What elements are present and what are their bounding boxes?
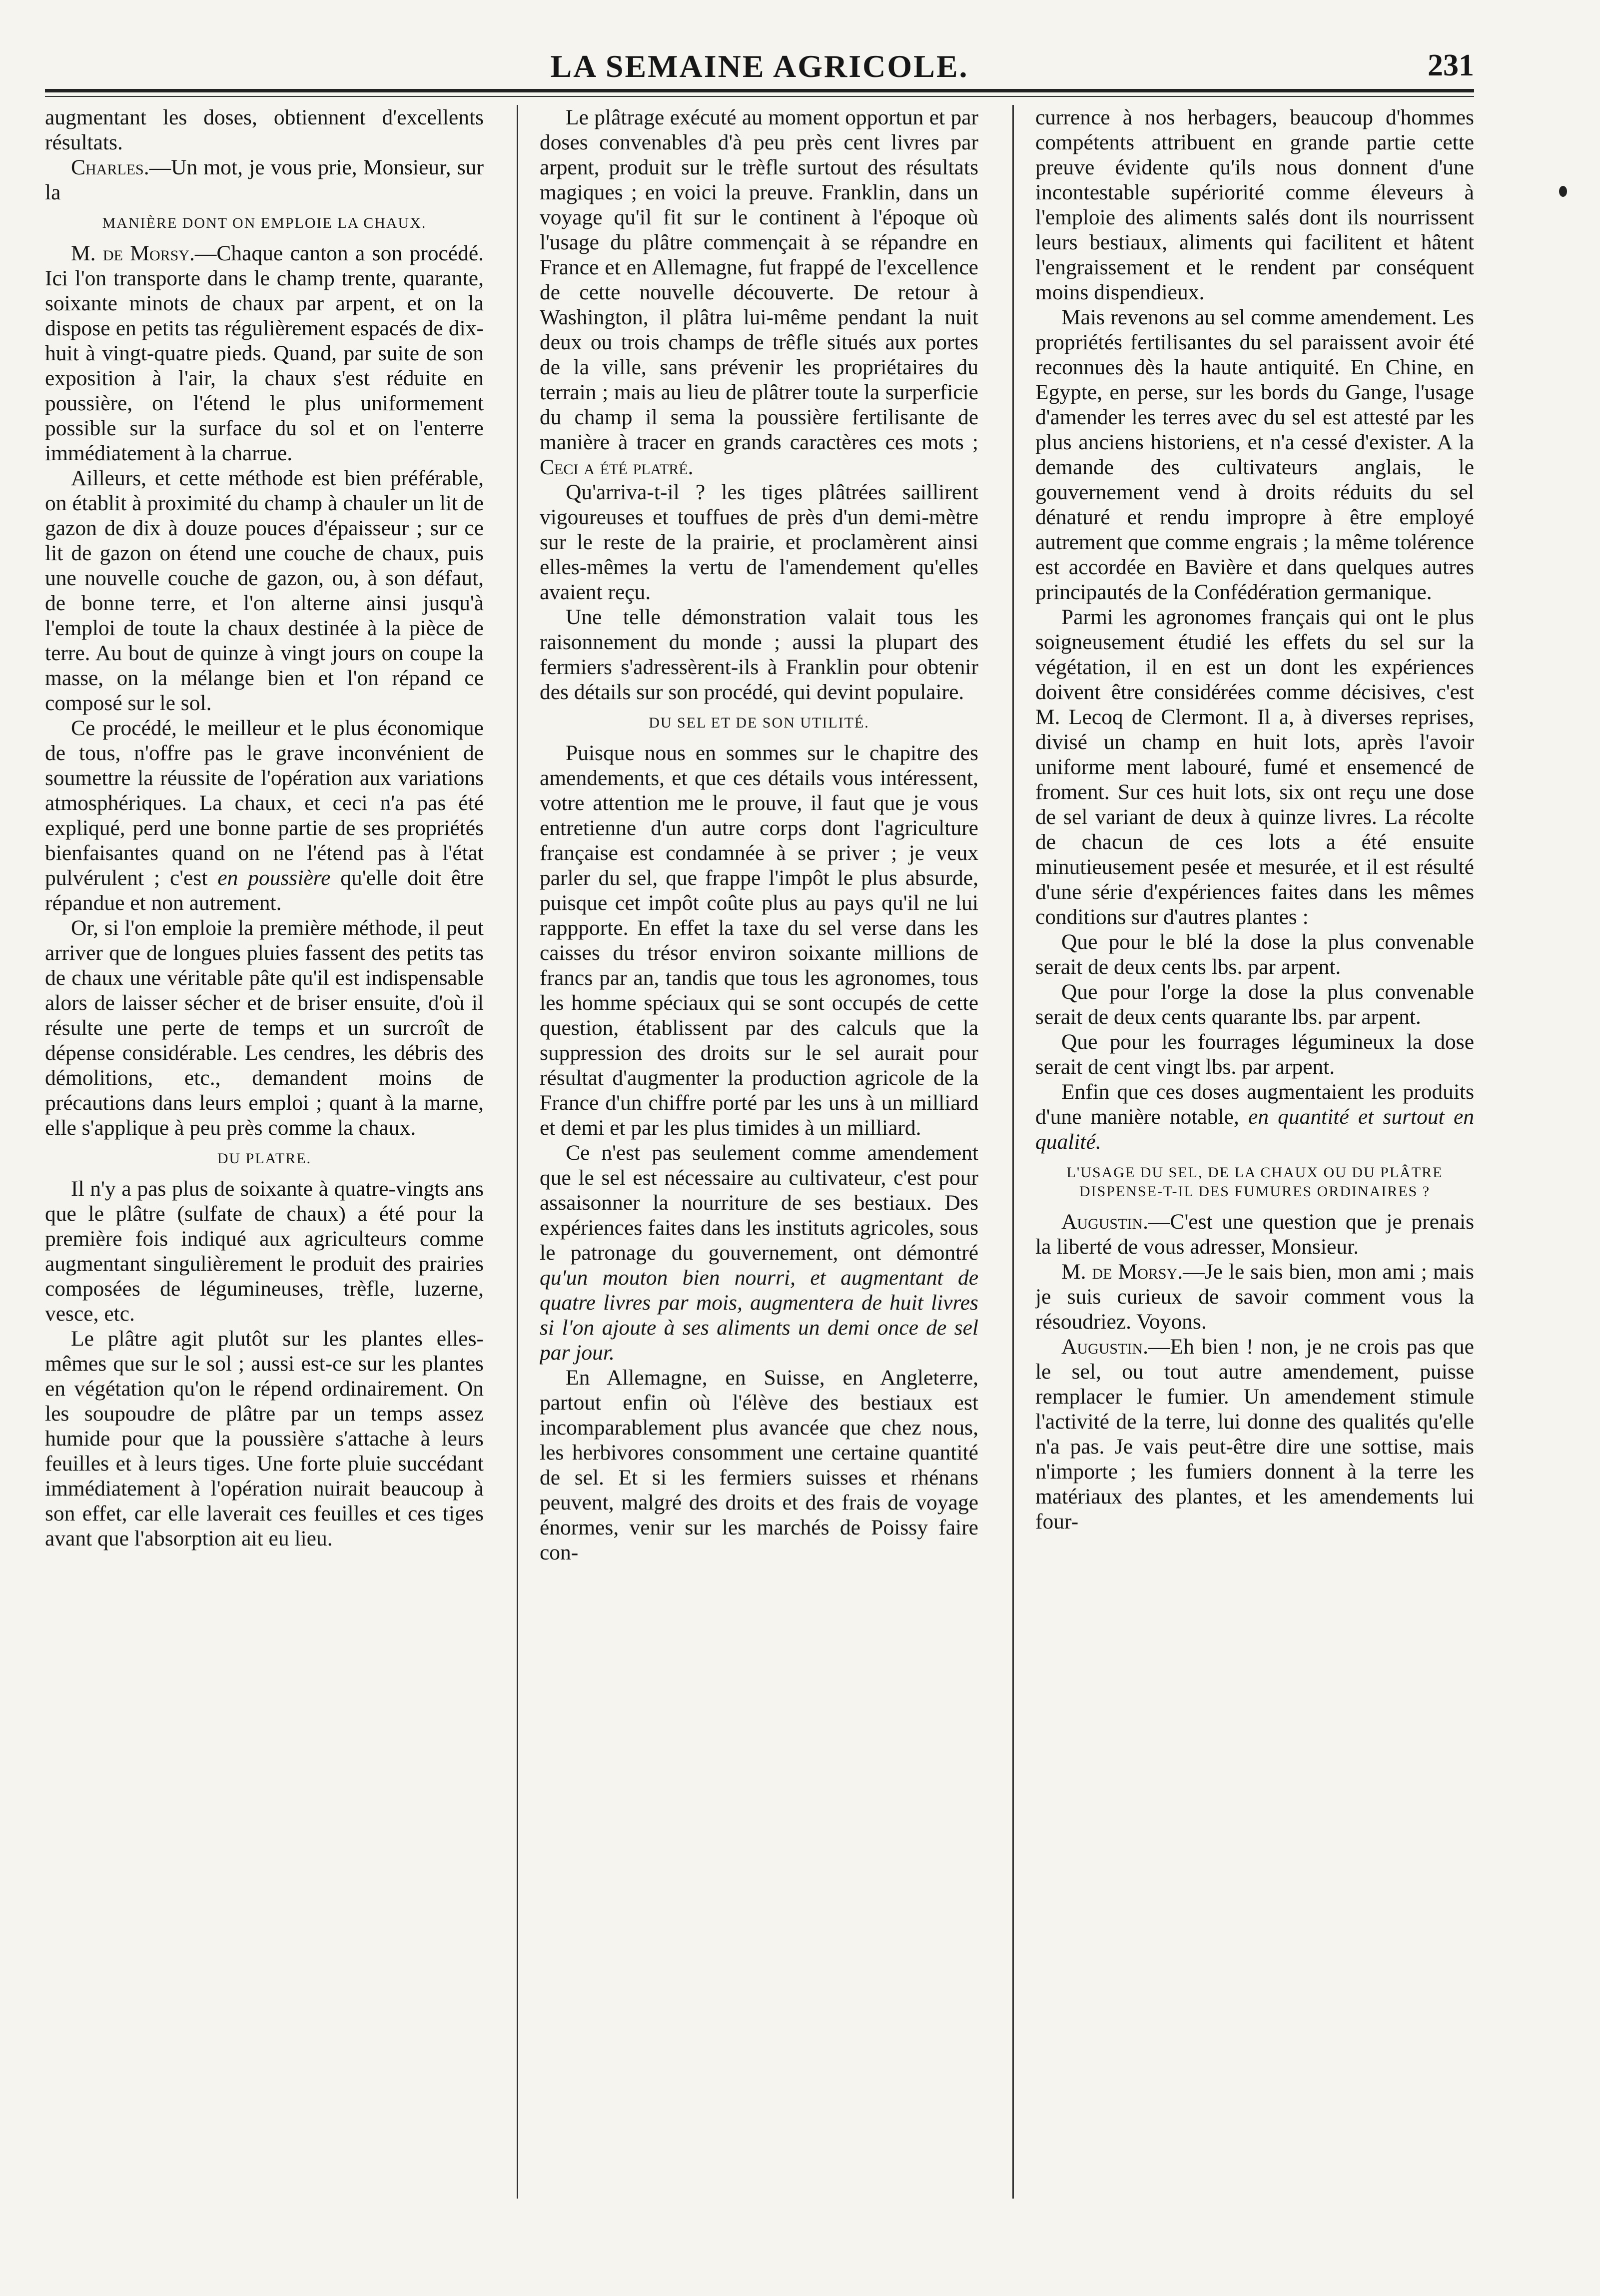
section-heading: L'USAGE DU SEL, DE LA CHAUX OU DU PLÂTRE DISPENSE-T-IL DES FUMURES ORDINAIRES ? (1066, 1164, 1443, 1200)
paragraph: Qu'arriva-t-il ? les tiges plâtrées saillirent vigoureuses et touffues de près d'un demi-mètre sur le reste de la prairie, et proclamèrent ainsi elles-mêmes la vertu de l'amendement qu'elles avaient reçu. (540, 480, 978, 604)
speaker-name: Augustin. (1061, 1210, 1148, 1234)
article-columns (45, 105, 1474, 2199)
paragraph: currence à nos herbagers, beaucoup d'hommes compétents attribuent en grande partie cette preuve évidente qu'ils nous donnent d'une incontestable supériorité comme éleveurs à l'emploie des aliments salés dont ils nourrissent leurs bestiaux, aliments qui facilitent et hâtent l'engraissement et le rendent par conséquent moins dispendieux. (1035, 105, 1474, 304)
italic-text: en quantité et surtout en qualité. (1035, 1105, 1474, 1154)
dialogue-text: —Eh bien ! non, je ne crois pas que le sel, ou tout autre amendement, puisse remplacer le fumier. Un amendement stimule l'activité de la terre, lui donne des qualités qu'elle n'a pas. Je vais peut-être dire une sottise, mais n'importe ; les fumiers donnent à la terre les matériaux des plantes, et les amendements lui four- (1035, 1335, 1474, 1533)
paragraph (1035, 1209, 1474, 1259)
paragraph (45, 241, 484, 466)
paragraph (540, 105, 978, 480)
column-1 (45, 105, 484, 2199)
speaker-name: Charles. (71, 155, 149, 179)
paragraph: Le plâtre agit plutôt sur les plantes elles-mêmes que sur le sol ; aussi est-ce sur les plantes en végétation qu'on le répend ordinairement. On les soupoudre de plâtre par un temps assez humide pour que la poussière s'attache à leurs feuilles et à leurs tiges. Une forte pluie succédant immédiatement à l'opération nuirait beaucoup à son effet, car elle laverait ces feuilles et ces tiges avant que l'absorption ait eu lieu. (45, 1327, 484, 1550)
paragraph: augmentant les doses, obtiennent d'excellents résultats. (45, 105, 484, 154)
paragraph: Que pour le blé la dose la plus convenable serait de deux cents lbs. par arpent. (1035, 930, 1474, 979)
paragraph: Ailleurs, et cette méthode est bien préférable, on établit à proximité du champ à chauler un lit de gazon de dix à douze pouces d'épaisseur ; sur ce lit de gazon on étend une couche de chaux, puis une nouvelle couche de gazon, ou, à son défaut, de bonne terre, et l'on alterne ainsi jusqu'à l'emploi de toute la chaux destinée à la pièce de terre. Au bout de quinze à vingt jours on coupe la masse, on la mélange bien et l'on répand ce composé sur le sol. (45, 466, 484, 715)
paragraph (1035, 1334, 1474, 1534)
paragraph: Mais revenons au sel comme amendement. Les propriétés fertilisantes du sel paraissent avoir été reconnues dès la haute antiquité. En Chine, en Egypte, en perse, sur les bords du Gange, l'usage d'amender les terres avec du sel est attesté par les plus anciens historiens, et n'a cessé d'exister. A la demande des cultivateurs anglais, le gouvernement vend à droits réduits du sel dénaturé et rendu impropre à être employé autrement que comme engrais ; la même tolérence est accordée en Bavière et dans quelques autres principautés de la Confédération germanique. (1035, 305, 1474, 604)
italic-text: qu'un mouton bien nourri, et augmentant de quatre livres par mois, augmentera de huit livres si l'on ajoute à ses aliments un demi once de sel par jour. (540, 1266, 978, 1365)
column-divider (1012, 105, 1014, 2199)
paragraph (540, 1140, 978, 1365)
column-3 (1035, 105, 1474, 2199)
text-run: qu'elle doit être répandue et non autrement. (45, 866, 484, 915)
caps-text: Ceci a été platré. (540, 455, 694, 479)
header-rule-thin (45, 96, 1474, 97)
paragraph: Puisque nous en sommes sur le chapitre des amendements, et que ces détails vous intéressent, votre attention me le prouve, il faut que je vous entretienne d'un autre corps dont l'agriculture française est condamnée à se priver ; je veux parler du sel, que frappe l'impôt le plus absurde, puisque cet impôt coûte plus au pays qu'il ne lui rappporte. En effet la taxe du sel verse dans les caisses du trésor environ soixante millions de francs par an, tandis que tous les agronomes, tous les homme spéciaux qui se sont occupés de cette question, établissent par des calculs que la suppression des droits sur le sel aurait pour résultat d'augmenter la production agricole de la France d'un chiffre porté par les uns à un milliard et demi et par les plus timides à un milliard. (540, 741, 978, 1140)
text-run: Ce procédé, le meilleur et le plus économique de tous, n'offre pas le grave inconvénient de soumettre la réussite de l'opération aux variations atmosphériques. La chaux, et ceci n'a pas été expliqué, perd une bonne partie de ses propriétés bienfaisantes quand on ne l'étend pas à l'état pulvérulent ; c'est (45, 716, 484, 890)
paragraph: Or, si l'on emploie la première méthode, il peut arriver que de longues pluies fassent des petits tas de chaux une véritable pâte qu'il est indispensable alors de laisser sécher et de briser ensuite, d'où il résulte une perte de temps et un surcroît de dépense considérable. Les cendres, les débris des démolitions, etc., demandent moins de précautions dans leurs emploi ; quant à la marne, elle s'applique à peu près comme la chaux. (45, 916, 484, 1140)
paragraph: Que pour l'orge la dose la plus convenable serait de deux cents quarante lbs. par arpent. (1035, 980, 1474, 1029)
dialogue-text: —Un mot, je vous prie, Monsieur, sur la (45, 155, 484, 204)
ink-spot (1559, 186, 1567, 197)
paragraph: Il n'y a pas plus de soixante à quatre-vingts ans que le plâtre (sulfate de chaux) a été pour la première fois indiqué aux agriculteurs comme augmentant singulièrement le produit des prairies composées de légumineuses, trèfle, luzerne, vesce, etc. (45, 1177, 484, 1326)
text-run: Ce n'est pas seulement comme amendement que le sel est nécessaire au cultivateur, c'est pour assaisonner la nourriture de ses bestiaux. Des expériences faites dans les instituts agricoles, sous le patronage du gouvernement, ont démontré (540, 1141, 978, 1265)
paragraph: Parmi les agronomes français qui ont le plus soigneusement étudié les effets du sel sur la végétation, il en est un dont les expériences doivent être considérées comme décisives, c'est M. Lecoq de Clermont. Il a, à diverses reprises, divisé un champ en huit lots, après l'avoir uniforme ment labouré, fumé et ensemencé de froment. Sur ces huit lots, six ont reçu une dose de sel variant de deux à quinze livres. La récolte de chacun de ces lots a été ensuite minutieusement pesée et mesurée, et il est résulté d'une série d'expériences faites dans les mêmes conditions sur d'autres plantes : (1035, 605, 1474, 929)
speaker-name: M. de Morsy. (71, 241, 195, 265)
italic-text: en poussière (217, 866, 331, 890)
paragraph (45, 155, 484, 205)
text-run: Le plâtrage exécuté au moment opportun et par doses convenables d'à peu près cent livres par arpent, produit sur le trèfle surtout des résultats magiques ; en voici la preuve. Franklin, dans un voyage qu'il fit sur le continent à l'époque où l'usage du plâtre commençait à se répandre en France et en Allemagne, fut frappé de l'excellence de cette nouvelle découverte. De retour à Washington, il plâtra lui-même pendant la nuit deux ou trois champs de trêfle situés aux portes de la ville, sans prévenir les propriétaires du terrain ; mais au lieu de plâtrer toute la surperficie du champ il sema la poussière fertilisante de manière à tracer en grands caractères ces mots ; (540, 105, 978, 454)
section-heading: DU PLATRE. (217, 1150, 312, 1167)
paragraph (1035, 1079, 1474, 1154)
paragraph: En Allemagne, en Suisse, en Angleterre, partout enfin où l'élève des bestiaux est incomparablement plus avancée que chez nous, les herbivores consomment une certaine quantité de sel. Et si les fermiers suisses et rhénans peuvent, malgré des droits et des frais de voyage énormes, venir sur les marchés de Poissy faire con- (540, 1366, 978, 1564)
paragraph: Une telle démonstration valait tous les raisonnement du monde ; aussi la plupart des fermiers s'adressèrent-ils à Franklin pour obtenir des détails sur son procédé, qui devint populaire. (540, 605, 978, 704)
page-number: 231 (1428, 48, 1474, 82)
text-run: Enfin que ces doses augmentaient les produits d'une manière notable, (1035, 1080, 1474, 1129)
dialogue-text: —Je le sais bien, mon ami ; mais je suis curieux de savoir comment vous la résoudriez. Voyons. (1035, 1260, 1474, 1334)
speaker-name: M. de Morsy. (1061, 1260, 1183, 1284)
paragraph: Que pour les fourrages légumineux la dose serait de cent vingt lbs. par arpent. (1035, 1030, 1474, 1079)
paragraph (45, 716, 484, 915)
header-rule (45, 89, 1474, 92)
paragraph (1035, 1259, 1474, 1334)
section-heading: DU SEL ET DE SON UTILITÉ. (649, 715, 869, 731)
column-divider (517, 105, 518, 2199)
journal-title: LA SEMAINE AGRICOLE. (550, 48, 969, 84)
section-heading: MANIÈRE DONT ON EMPLOIE LA CHAUX. (102, 215, 427, 231)
column-2 (540, 105, 978, 2199)
dialogue-text: —Chaque canton a son procédé. Ici l'on transporte dans le champ trente, quarante, soixante minots de chaux par arpent, et on la dispose en petits tas régulièrement espacés de dix-huit à vingt-quatre pieds. Quand, par suite de son exposition à l'air, la chaux s'est réduite en poussière, on l'étend le plus uniformement possible sur la surface du sol et on l'enterre immédiatement à la charrue. (45, 241, 484, 465)
speaker-name: Augustin. (1061, 1335, 1148, 1359)
dialogue-text: —C'est une question que je prenais la liberté de vous adresser, Monsieur. (1035, 1210, 1474, 1259)
page-header (45, 48, 1474, 84)
